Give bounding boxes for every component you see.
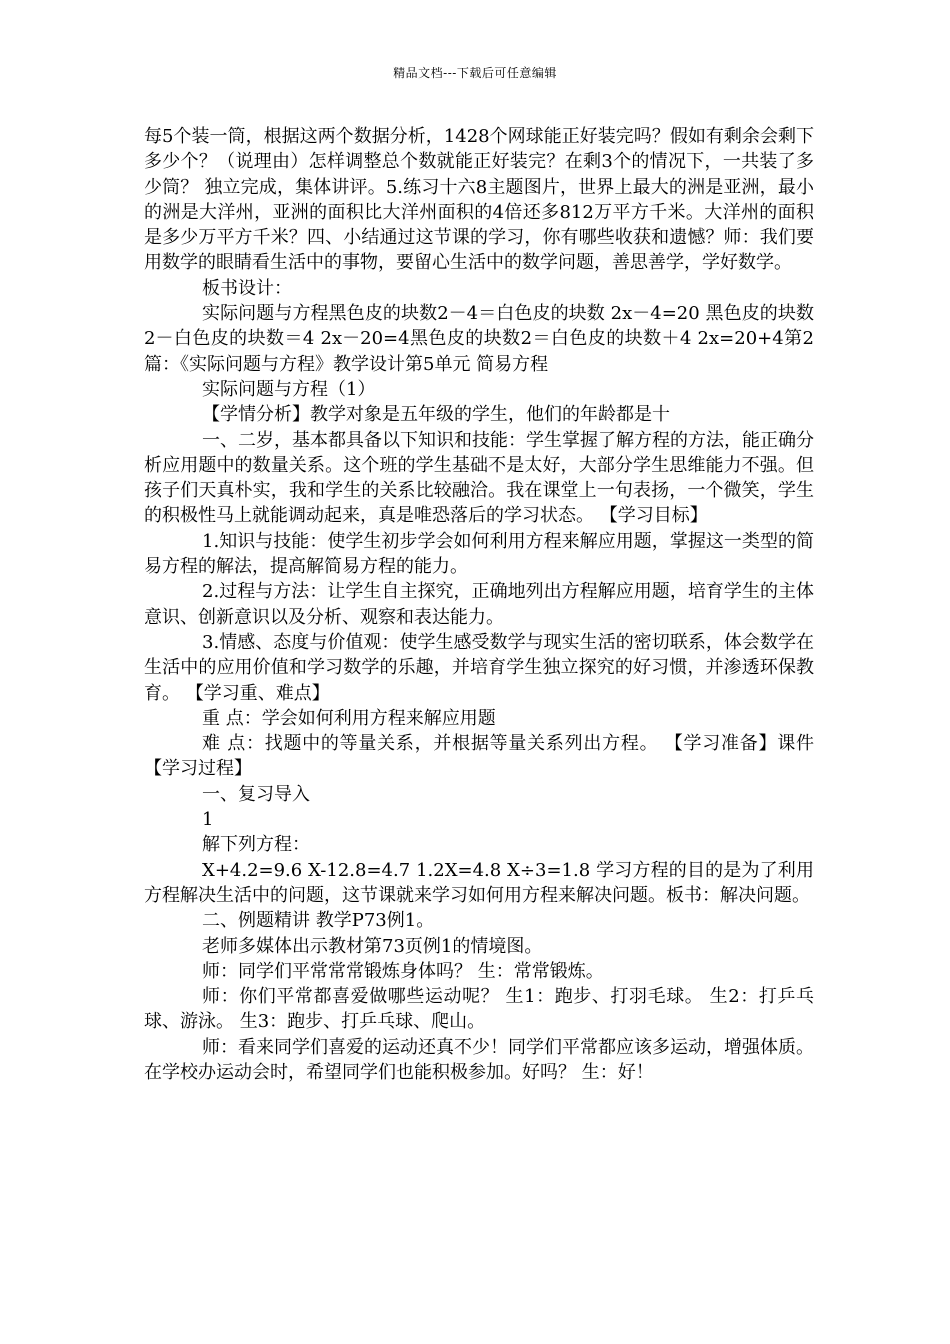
paragraph-difficult-point: 难 点：找题中的等量关系，并根据等量关系列出方程。 【学习准备】课件 【学习过程】 [144, 733, 814, 780]
page-header: 精品文档---下载后可任意编辑 [393, 66, 557, 80]
paragraph-example-heading: 二、例题精讲 教学P73例1。 [202, 910, 435, 932]
paragraph-dialogue-2: 师：你们平常都喜爱做哪些运动呢？ 生1：跑步、打羽毛球。 生2：打乒乓球、游泳。 生3：跑步、打乒乓球、爬山。 [144, 986, 814, 1033]
paragraph-goal-3: 3.情感、态度与价值观：使学生感受数学与现实生活的密切联系，体会数学在生活中的应用价值和学习数学的乐趣，并培育学生独立探究的好习惯，并渗透环保教育。 【学习重、难点】 [144, 631, 814, 704]
paragraph-learner-analysis: 【学情分析】教学对象是五年级的学生，他们的年龄都是十 [202, 404, 670, 426]
paragraph-section-title: 实际问题与方程（1） [202, 378, 376, 400]
paragraph-multimedia: 老师多媒体出示教材第73页例1的情境图。 [202, 935, 543, 957]
paragraph-board-design-label: 板书设计： [202, 277, 292, 299]
paragraph-board-design: 实际问题与方程黑色皮的块数2－4＝白色皮的块数 2x－4=20 黑色皮的块数2－白色皮的块数＝4 2x－20=4黑色皮的块数2＝白色皮的块数＋4 2x=20+4第2篇：《实际问题与方程》教学设计第5单元 简易方程 [144, 303, 814, 375]
paragraph-intro: 每5个装一筒，根据这两个数据分析，1428个网球能正好装完吗？假如有剩余会剩下多少个？（说理由）怎样调整总个数就能正好装完？在剩3个的情况下，一共装了多少筒？ 独立完成，集体讲评。5.练习十六8主题图片，世界上最大的洲是亚洲，最小的洲是大洋州，亚洲的面积比大洋州面积的4倍还多812万平方千米。大洋州的面积是多少万平方千米？四、小结通过这节课的学习，你有哪些收获和遗憾？师：我们要用数学的眼睛看生活中的事物，要留心生活中的数学问题，善思善学，学好数学。 [144, 126, 814, 274]
paragraph-goal-1: 1.知识与技能：使学生初步学会如何利用方程来解应用题，掌握这一类型的简易方程的解法，提高解简易方程的能力。 [144, 530, 814, 578]
paragraph-solve-label: 解下列方程： [202, 834, 310, 856]
paragraph-key-point: 重 点：学会如何利用方程来解应用题 [202, 707, 496, 729]
paragraph-equations: X+4.2=9.6 X-12.8=4.7 1.2X=4.8 X÷3=1.8 学习方程的目的是为了利用方程解决生活中的问题，这节课就来学习如何用方程来解决问题。板书：解决问题。 [144, 859, 814, 906]
paragraph-goal-2: 2.过程与方法：让学生自主探究，正确地列出方程解应用题，培育学生的主体意识、创新意识以及分析、观察和表达能力。 [144, 581, 814, 628]
paragraph-dialogue-1: 师：同学们平常常常锻炼身体吗？ 生：常常锻炼。 [202, 960, 604, 982]
paragraph-number: 1 [202, 809, 214, 831]
paragraph-review-heading: 一、复习导入 [202, 783, 310, 805]
paragraph-learner-detail: 一、二岁，基本都具备以下知识和技能：学生掌握了解方程的方法，能正确分析应用题中的数量关系。这个班的学生基础不是太好，大部分学生思维能力不强。但孩子们天真朴实，我和学生的关系比较融洽。我在课堂上一句表扬，一个微笑，学生的积极性马上就能调动起来，真是唯恐落后的学习状态。 【学习目标】 [144, 429, 814, 527]
document-body [144, 124, 814, 1085]
paragraph-dialogue-3: 师：看来同学们喜爱的运动还真不少！同学们平常都应该多运动，增强体质。在学校办运动会时，希望同学们也能积极参加。好吗？ 生：好！ [144, 1036, 814, 1083]
